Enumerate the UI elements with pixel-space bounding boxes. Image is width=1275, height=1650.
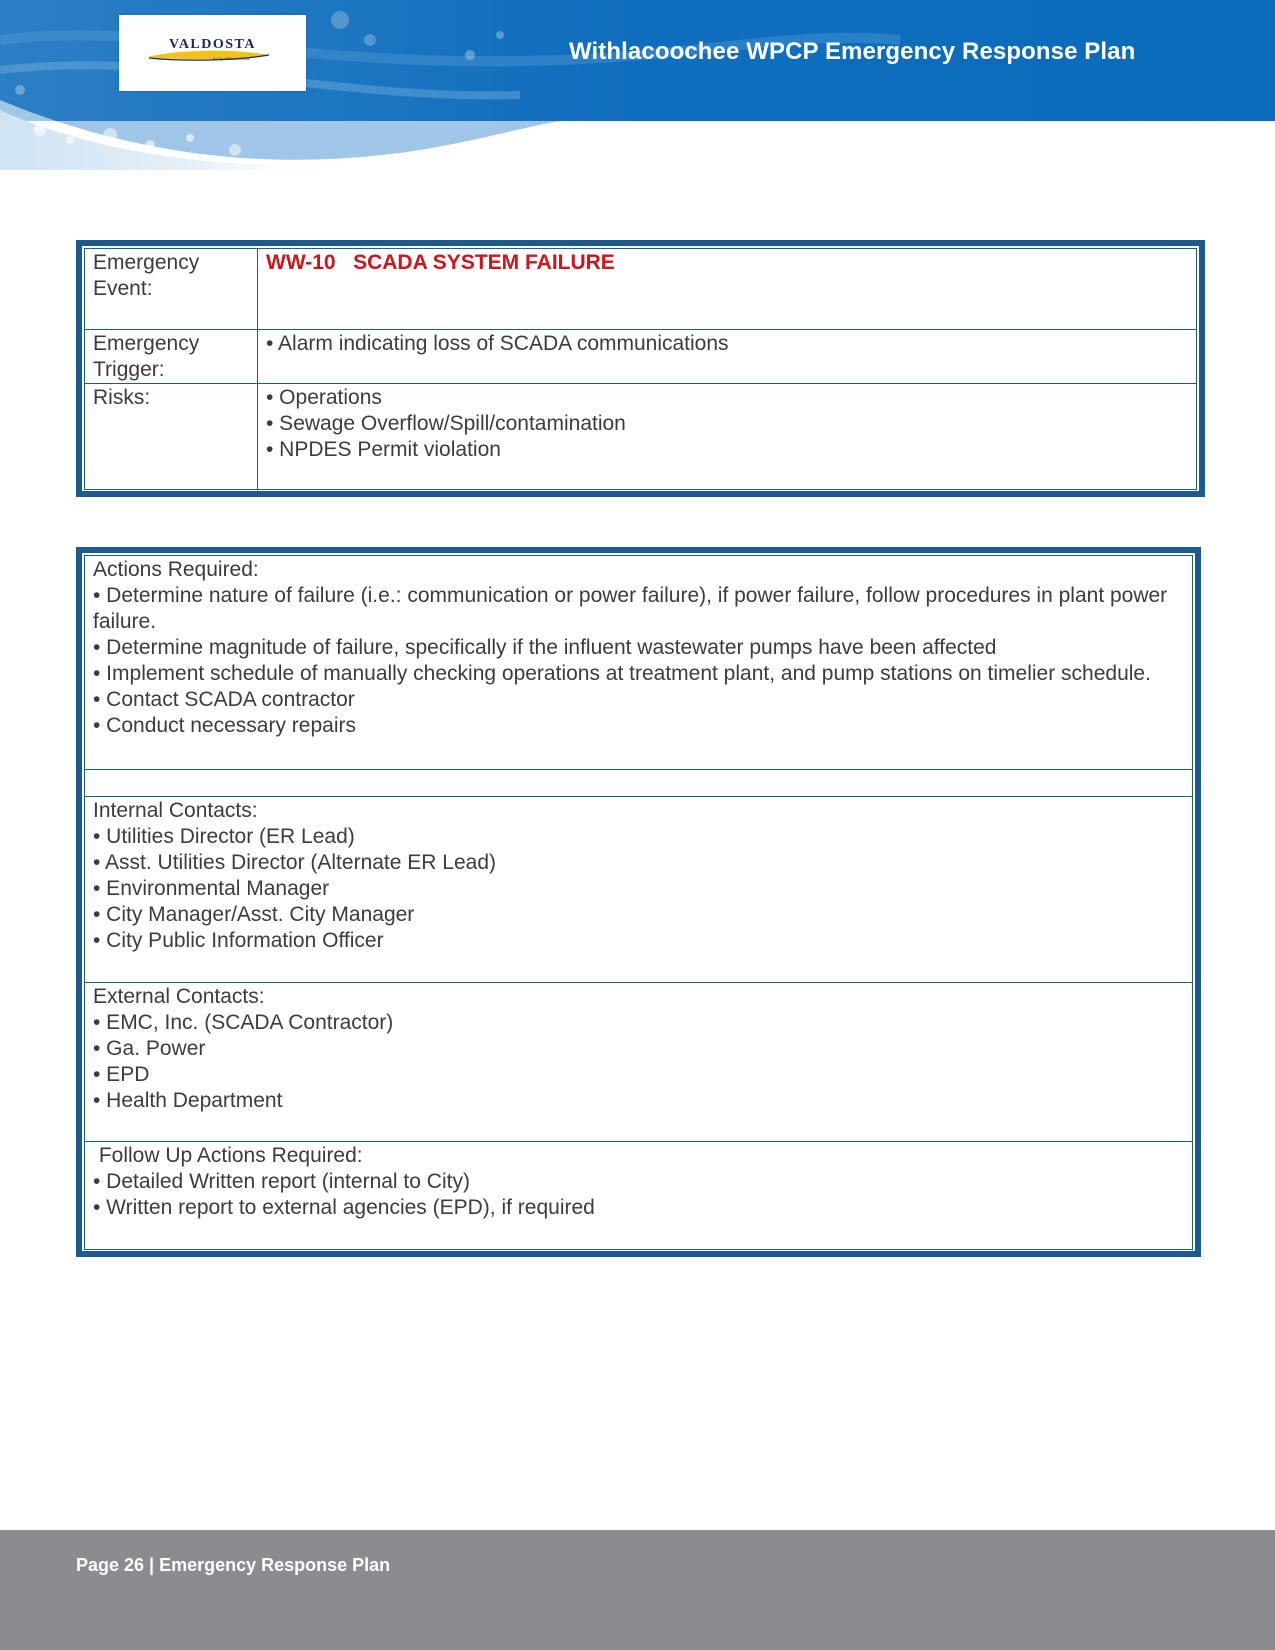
logo-swoosh-icon	[119, 15, 306, 91]
risk-item: • Sewage Overflow/Spill/contamination	[266, 412, 626, 435]
followup-item: • Detailed Written report (internal to City)	[93, 1170, 470, 1193]
followup-row	[85, 1142, 1193, 1250]
action-item: • Determine nature of failure (i.e.: communication or power failure), if power failure, follow procedures in plant power failure.	[93, 584, 1168, 633]
action-item: • Determine magnitude of failure, specifically if the influent wastewater pumps have been affected	[93, 636, 997, 659]
logo-name: VALDOSTA	[169, 37, 256, 52]
valdosta-logo	[119, 15, 306, 91]
header-banner	[0, 0, 1275, 170]
external-contact-item: • EMC, Inc. (SCADA Contractor)	[93, 1011, 394, 1034]
document-title: Withlacoochee WPCP Emergency Response Plan	[569, 38, 1136, 65]
event-title: WW-10 SCADA SYSTEM FAILURE	[266, 251, 615, 274]
risks-row	[85, 384, 1197, 490]
external-contacts-heading: External Contacts:	[93, 985, 265, 1008]
risks-label: Risks:	[85, 384, 258, 490]
spacer-row	[85, 770, 1193, 797]
actions-heading: Actions Required:	[93, 558, 259, 581]
actions-row	[85, 556, 1193, 770]
followup-item: • Written report to external agencies (EPD), if required	[93, 1196, 595, 1219]
risk-item: • Operations	[266, 386, 382, 409]
internal-contact-item: • Utilities Director (ER Lead)	[93, 825, 355, 848]
external-contact-item: • Ga. Power	[93, 1037, 206, 1060]
action-item: • Contact SCADA contractor	[93, 688, 355, 711]
footer-page-label: Page 26 | Emergency Response Plan	[76, 1555, 391, 1575]
trigger-label: Emergency Trigger:	[85, 330, 258, 384]
followup-heading: Follow Up Actions Required:	[93, 1144, 363, 1167]
logo-tagline: A City Without Limits	[213, 56, 250, 61]
risk-item: • NPDES Permit violation	[266, 438, 501, 461]
page-footer	[0, 1530, 1275, 1650]
actions-table	[76, 547, 1201, 1257]
internal-contact-item: • Environmental Manager	[93, 877, 330, 900]
internal-contacts-row	[85, 797, 1193, 983]
internal-contact-item: • City Manager/Asst. City Manager	[93, 903, 415, 926]
event-table	[76, 240, 1205, 497]
action-item: • Implement schedule of manually checking operations at treatment plant, and pump stations on timelier schedule.	[93, 662, 1151, 685]
external-contacts-row	[85, 983, 1193, 1142]
internal-contact-item: • City Public Information Officer	[93, 929, 384, 952]
external-contact-item: • Health Department	[93, 1089, 283, 1112]
external-contact-item: • EPD	[93, 1063, 150, 1086]
trigger-item: • Alarm indicating loss of SCADA communications	[266, 332, 729, 355]
internal-contacts-heading: Internal Contacts:	[93, 799, 258, 822]
internal-contact-item: • Asst. Utilities Director (Alternate ER Lead)	[93, 851, 496, 874]
event-label: Emergency Event:	[85, 249, 258, 330]
trigger-row	[85, 330, 1197, 384]
event-row	[85, 249, 1197, 330]
action-item: • Conduct necessary repairs	[93, 714, 356, 737]
